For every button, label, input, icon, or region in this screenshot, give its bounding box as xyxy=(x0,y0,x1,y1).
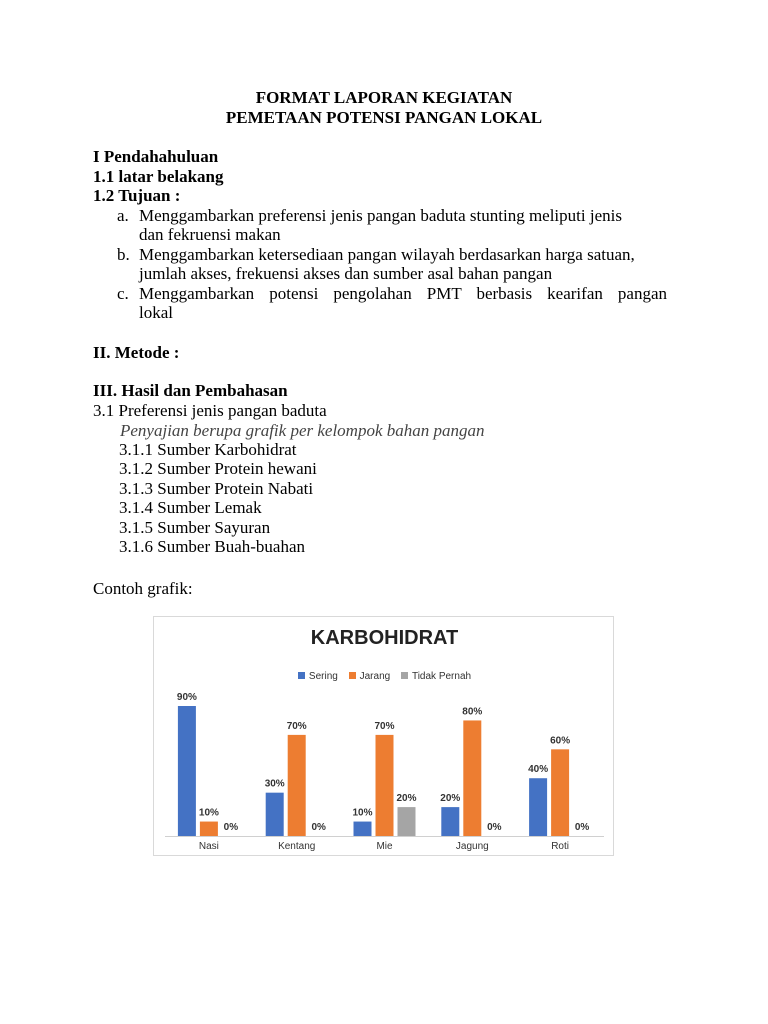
x-tick-label: Jagung xyxy=(455,841,489,852)
data-label: 0% xyxy=(574,822,590,833)
list-item-continuation: lokal xyxy=(139,303,173,322)
example-chart-label: Contoh grafik: xyxy=(93,579,193,598)
data-label: 70% xyxy=(286,720,307,732)
bar-sering xyxy=(354,822,372,836)
list-item: Menggambarkan potensi pengolahan PMT berbasis kearifan pangan xyxy=(139,284,667,303)
bar-jarang xyxy=(200,822,218,836)
data-label: 20% xyxy=(396,793,417,805)
list-item: 3.1.5 Sumber Sayuran xyxy=(119,518,271,537)
data-label: 10% xyxy=(352,807,373,819)
data-label: 80% xyxy=(462,706,483,718)
bar-tidak-pernah xyxy=(398,807,416,836)
legend-label: Jarang xyxy=(359,671,391,682)
document-title-line1: FORMAT LAPORAN KEGIATAN xyxy=(255,88,513,107)
x-tick-label: Nasi xyxy=(198,841,219,852)
x-tick-label: Kentang xyxy=(278,841,316,852)
x-tick-label: Roti xyxy=(551,841,569,852)
subsection-heading-preference: 3.1 Preferensi jenis pangan baduta xyxy=(93,401,327,420)
list-item-continuation: jumlah akses, frekuensi akses dan sumber asal bahan pangan xyxy=(139,264,553,283)
chart-plot-area xyxy=(154,617,615,857)
data-label: 0% xyxy=(311,822,326,833)
list-marker: b. xyxy=(117,245,130,264)
list-item-continuation: dan fekruensi makan xyxy=(139,225,281,244)
section-heading-results: III. Hasil dan Pembahasan xyxy=(93,381,288,400)
document-title-line2: PEMETAAN POTENSI PANGAN LOKAL xyxy=(225,108,543,127)
data-label: 0% xyxy=(487,822,502,833)
data-label: 90% xyxy=(176,692,197,703)
data-label: 60% xyxy=(550,735,571,747)
list-item: 3.1.6 Sumber Buah-buahan xyxy=(119,537,306,556)
list-item: Menggambarkan ketersediaan pangan wilayah berdasarkan harga satuan, xyxy=(139,245,635,264)
data-label: 20% xyxy=(440,793,461,805)
list-item: 3.1.1 Sumber Karbohidrat xyxy=(119,440,297,459)
bar-sering xyxy=(178,706,196,836)
x-tick-label: Mie xyxy=(376,841,393,852)
list-marker: c. xyxy=(117,284,129,303)
data-label: 40% xyxy=(528,764,549,776)
bar-sering xyxy=(266,793,284,836)
section-heading-introduction: I Pendahahuluan xyxy=(93,147,219,166)
legend-label: Sering xyxy=(308,671,338,682)
bar-jarang xyxy=(551,749,569,836)
list-marker: a. xyxy=(117,206,129,225)
data-label: 30% xyxy=(264,778,285,790)
section-heading-background: 1.1 latar belakang xyxy=(93,167,224,186)
data-label: 0% xyxy=(223,822,239,833)
section-heading-method: II. Metode : xyxy=(93,343,180,362)
bar-jarang xyxy=(463,720,481,836)
list-item: 3.1.4 Sumber Lemak xyxy=(119,498,262,517)
data-label: 10% xyxy=(198,807,219,819)
list-item: 3.1.2 Sumber Protein hewani xyxy=(119,459,317,478)
presentation-note: Penyajian berupa grafik per kelompok bahan pangan xyxy=(120,421,485,440)
bar-sering xyxy=(529,778,547,836)
bar-sering xyxy=(441,807,459,836)
bar-jarang xyxy=(376,735,394,836)
list-item: Menggambarkan preferensi jenis pangan baduta stunting meliputi jenis xyxy=(139,206,622,225)
bar-jarang xyxy=(288,735,306,836)
data-label: 70% xyxy=(374,720,395,732)
legend-label: Tidak Pernah xyxy=(411,671,472,682)
karbohidrat-chart xyxy=(153,616,614,856)
chart-title: KARBOHIDRAT xyxy=(310,627,459,649)
list-item: 3.1.3 Sumber Protein Nabati xyxy=(119,479,314,498)
section-heading-objectives: 1.2 Tujuan : xyxy=(93,186,181,205)
